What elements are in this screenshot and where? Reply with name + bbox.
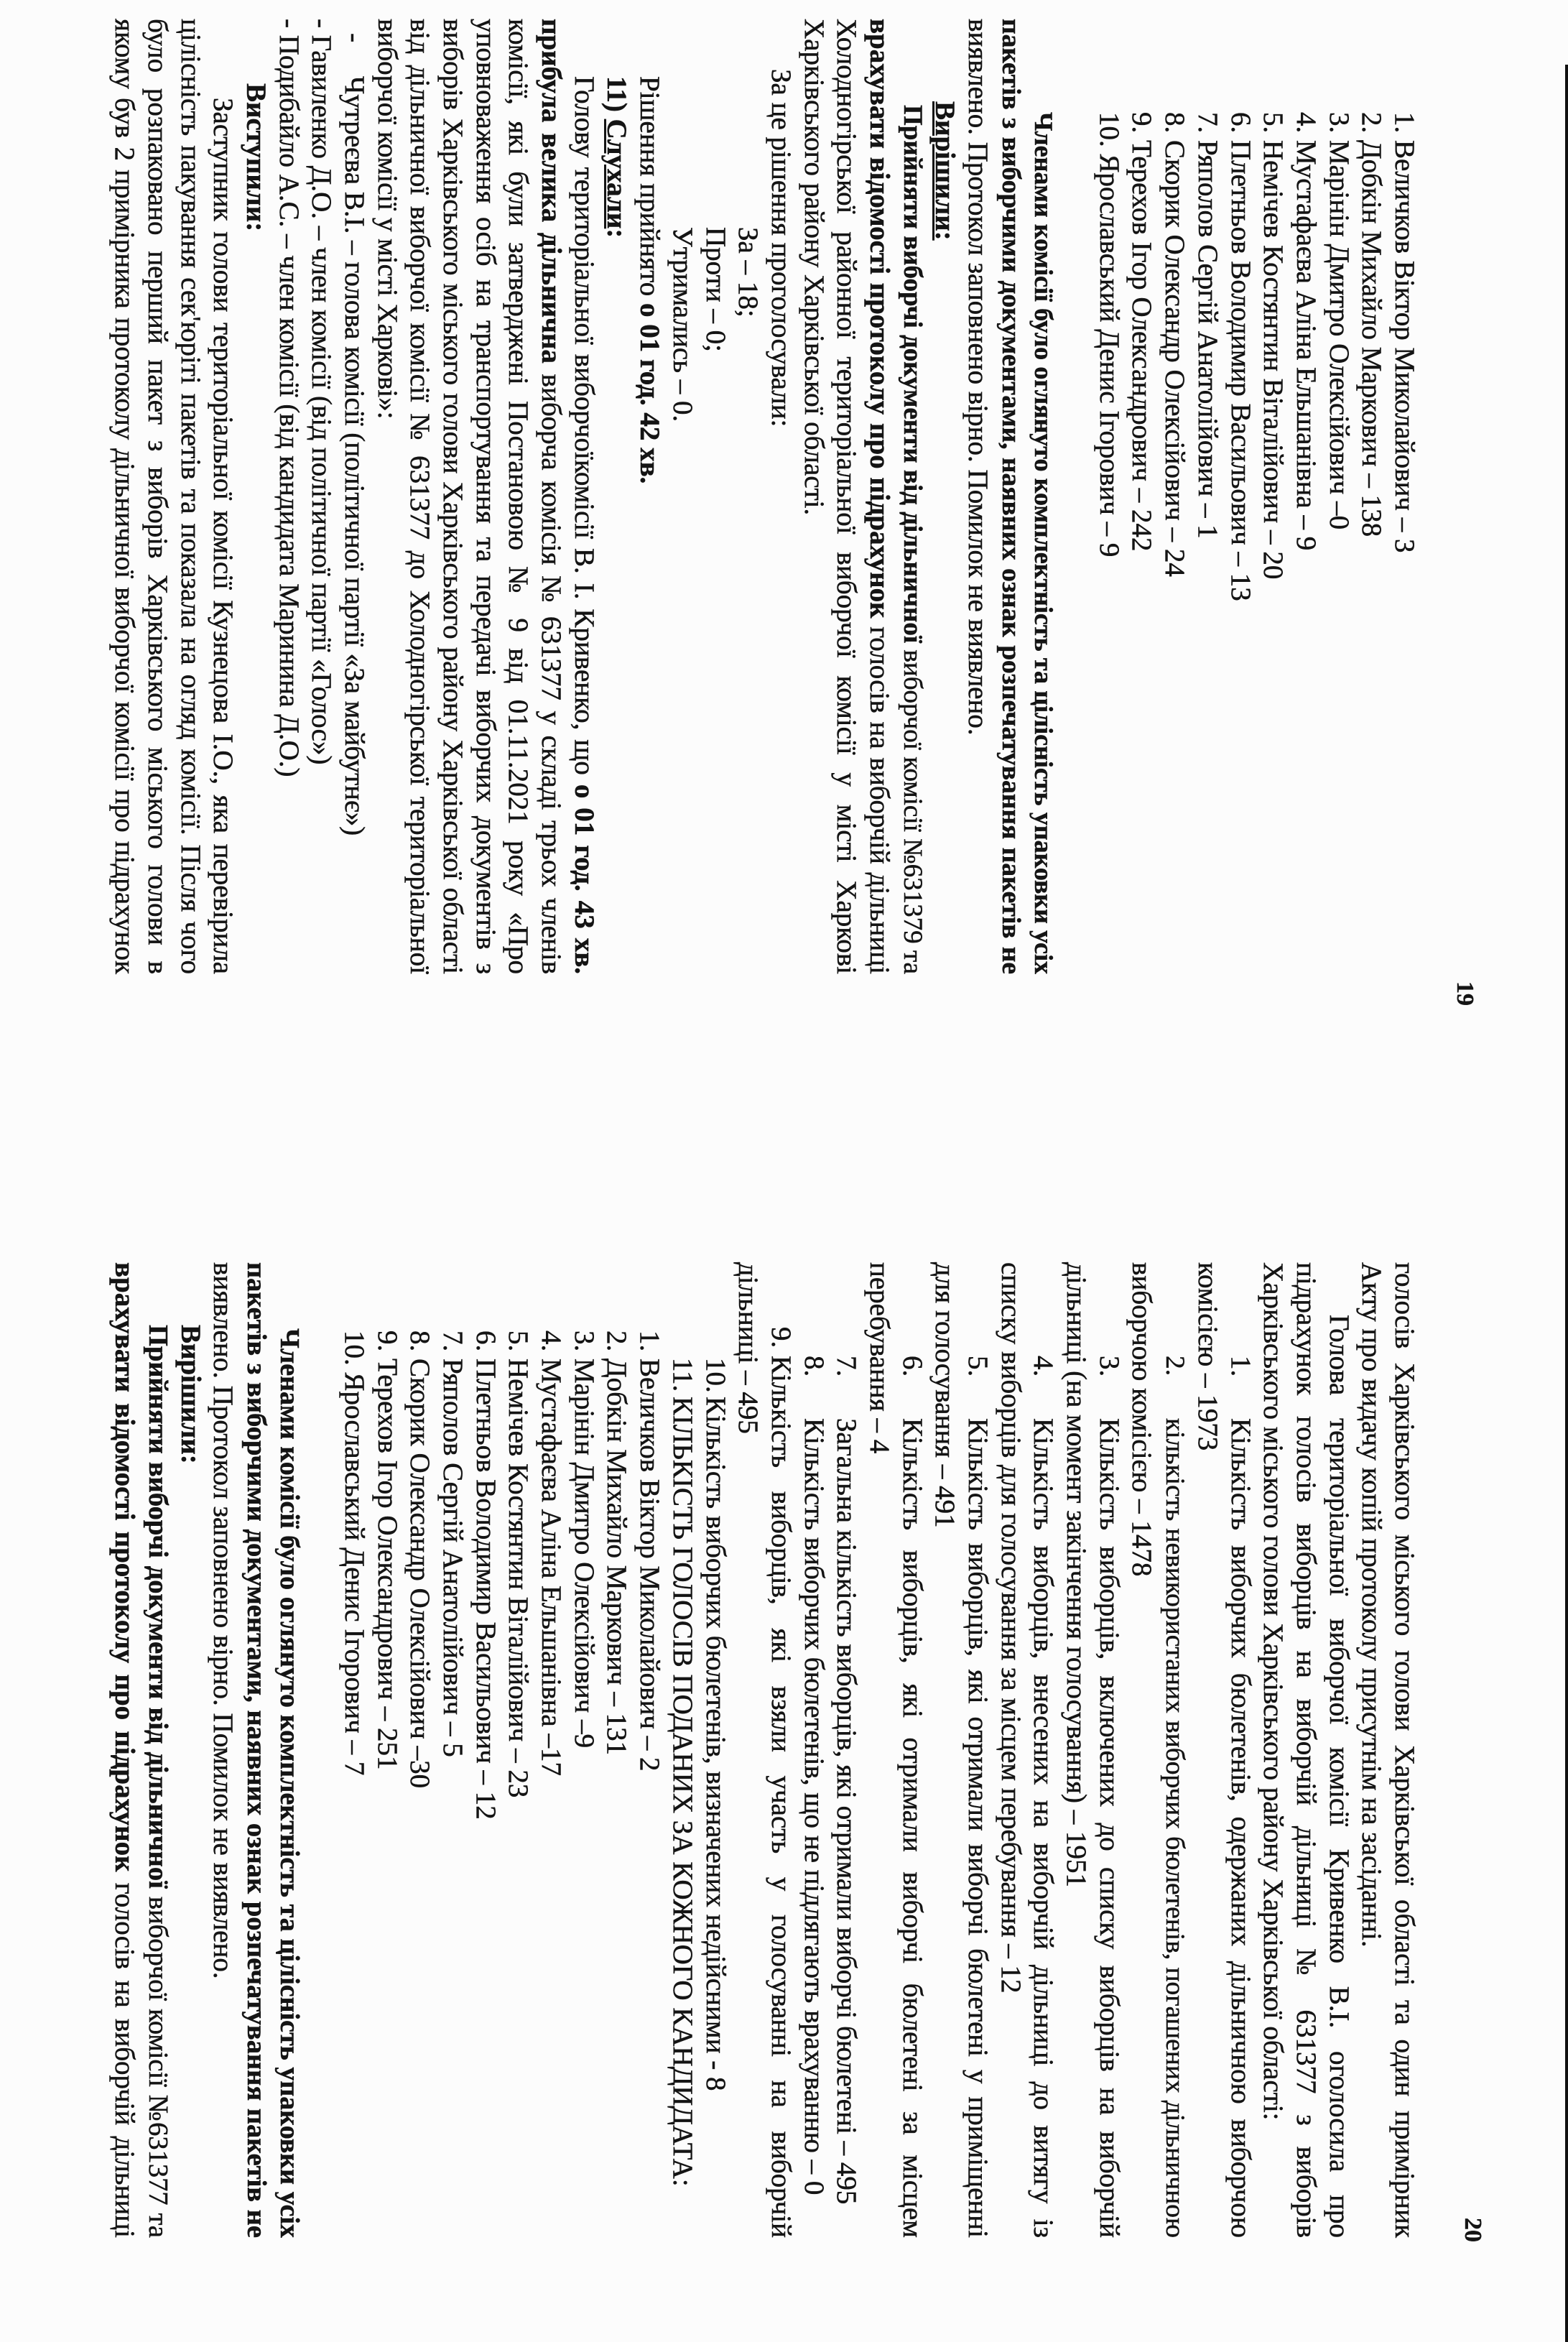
line-text: 7. Ряполов Сергій Анатолійович – 5 (437, 1330, 469, 1757)
text-line (1388, 19, 1421, 974)
text-line (1355, 1262, 1388, 2238)
text-line (634, 1262, 667, 2238)
line-text: Вирішили: (929, 101, 961, 241)
text-line (469, 1262, 502, 2238)
line-text: 2. Добкін Михайло Маркович – 138 (1356, 112, 1388, 537)
line-text: Голову територіальної виборчоїкомісії В. І. Кривенко, що (568, 76, 600, 784)
line-text: 8. Скорик Олександр Олексійович –30 (404, 1330, 436, 1789)
line-text: Акту про видачу копій протоколу присутнім на засіданні. (1356, 1262, 1388, 1948)
line-text: врахувати відомості протоколу про підрахунок (864, 19, 895, 619)
line-text: для голосування – 491 (929, 1262, 961, 1528)
line-text: Членами комісії було оглянуто комплектність та цілісність упаковки усіх (1029, 112, 1059, 974)
item-number: 3. (1093, 1356, 1125, 1377)
line-text: Виступили: (240, 83, 272, 232)
item-number: 11. (667, 1358, 698, 1392)
line-text: уповноваження осіб на транспортування та передачі виборчих документів з (470, 19, 501, 974)
text-line (896, 1262, 929, 2238)
text-line (1388, 1262, 1421, 2238)
line-text: голосів Харківського міського голови Харківської області та один примірник (1389, 1262, 1420, 2238)
item-number: 6. (896, 1356, 928, 1377)
text-line (666, 19, 699, 974)
line-text: Загальна кількість виборців, які отримали виборчі бюлетені – 495 (831, 1418, 863, 2205)
line-text: : (601, 228, 633, 239)
page-20 (108, 1262, 1421, 2238)
line-text: Кількість виборчих бюлетенів, визначених недійсними - 8 (700, 1397, 731, 2091)
line-text: було розпаковано перший пакет з виборів Харківського міського голови в (142, 19, 173, 974)
line-text: Прийняти виборчі документи від дільничної (897, 105, 927, 644)
text-line (272, 19, 305, 974)
text-line (141, 1262, 174, 2238)
line-text: цілісність пакування сек'юріті пакетів та показала на огляд комісії. Після чого (175, 19, 206, 974)
line-text: комісії, які були затверджені Постановою № 9 від 01.11.2021 року «Про (503, 19, 534, 974)
line-text: 6. Плетньов Володимир Васильович – 12 (470, 1330, 501, 1820)
text-line (830, 19, 863, 974)
text-line (207, 19, 240, 974)
item-number: 7. (831, 1356, 863, 1377)
line-text: Чутреєва В.І. – голова комісії (політичної партії «За майбутнє») (339, 76, 370, 836)
text-line (1126, 19, 1159, 974)
text-line (371, 1262, 404, 2238)
line-text: 10. Ярославський Денис Ігорович – 9 (1093, 112, 1125, 557)
line-text: пакетів з виборчими документами, наявних ознак розпечатування пакетів не (241, 1262, 272, 2238)
line-text: 9. Терехов Ігор Олександрович – 242 (1126, 112, 1158, 552)
line-text: 1. Величков Віктор Миколайович – 2 (634, 1330, 666, 1772)
text-line (338, 19, 371, 974)
text-line (567, 19, 600, 974)
text-line (1159, 1262, 1192, 2238)
text-line (1289, 1262, 1322, 2238)
line-text: пакетів з виборчими документами, наявних ознак розпечатування пакетів не (996, 19, 1026, 974)
line-text: Кількість виборців, які отримали виборчі бюлетені за місцем (896, 1418, 928, 2238)
line-text: виборів Харківського міського голови Харківського району Харківської області (437, 19, 469, 974)
line-text: дільниці – 495 (733, 1262, 764, 1434)
text-line (1159, 19, 1192, 974)
item-number: 10. (700, 1358, 731, 1393)
line-text: Слухали (601, 119, 633, 229)
text-line (797, 1262, 830, 2238)
line-text: 4. Мустафаєва Аліна Ельшанівна –17 (536, 1330, 567, 1776)
item-number: 4. (1028, 1356, 1059, 1377)
line-text: виборчої комісії №631379 та (897, 643, 927, 974)
line-text: 4. Мустафаєва Аліна Ельшанівна – 9 (1290, 112, 1322, 551)
text-line (732, 19, 765, 974)
scan-edge-border (1565, 65, 1568, 2342)
text-line (1093, 19, 1126, 974)
text-line (994, 19, 1027, 974)
text-line (961, 19, 994, 974)
text-line (929, 1262, 962, 2238)
text-line (436, 1262, 469, 2238)
line-text: 1. Величков Віктор Миколайович – 3 (1389, 112, 1420, 553)
text-line (929, 19, 962, 974)
text-line (1027, 1262, 1060, 2238)
text-line (732, 1262, 765, 2238)
line-text: 2. Добкін Михайло Маркович – 131 (601, 1330, 633, 1756)
text-line (305, 19, 338, 974)
line-text: Харківського міського голови Харківського району Харківської області: (1258, 1262, 1289, 2121)
text-line (174, 1262, 207, 2238)
page-number: 19 (1452, 981, 1478, 1006)
text-line (863, 19, 896, 974)
line-text: виявлено. Протокол заповнено вірно. Помилок не виявлено. (962, 19, 994, 736)
text-line (1257, 19, 1290, 974)
line-text: Рішення прийнято (634, 76, 666, 303)
text-line (502, 1262, 535, 2238)
line-text: врахувати відомості протоколу про підрахунок (109, 1262, 141, 1872)
line-text: якому був 2 примірника протоколу дільничної виборчої комісії про підрахунок (109, 19, 141, 974)
text-line (600, 1262, 634, 2238)
text-line (1224, 19, 1257, 974)
text-line (600, 19, 634, 974)
line-text: КІЛЬКІСТЬ ГОЛОСІВ ПОДАНИХ ЗА КОЖНОГО КАНДИДАТА: (667, 1397, 698, 2187)
text-line (797, 19, 830, 974)
text-line (141, 19, 174, 974)
text-line (567, 1262, 600, 2238)
text-line (961, 1262, 994, 2238)
text-line (666, 1262, 699, 2238)
line-text: Кількість виборців, внесених на виборчій дільниці до витягу із (1028, 1418, 1059, 2238)
text-line (1027, 19, 1060, 974)
line-text: 7. Ряполов Сергій Анатолійович – 1 (1192, 112, 1223, 539)
line-text: Членами комісії було оглянуто комплектність та цілісність упаковки усіх (274, 1328, 305, 2238)
text-line (404, 1262, 437, 2238)
line-text: 3. Марінін Дмитро Олексійович –0 (1323, 112, 1355, 530)
text-line (699, 1262, 732, 2238)
text-line (469, 19, 502, 974)
text-line (1191, 1262, 1224, 2238)
item-number: 5. (962, 1356, 994, 1377)
text-line (764, 19, 797, 974)
line-text: голосів на виборчій дільниці (109, 1871, 141, 2238)
line-text: Кількість виборців, які взяли участь у голосуванні на виборчій (765, 1356, 797, 2238)
line-text: 10. Ярославський Денис Ігорович – 7 (339, 1330, 370, 1776)
line-text: Кількість виборчих бюлетенів, що не підлягають врахуванню – 0 (798, 1418, 830, 2195)
line-text: перебування – 4 (864, 1262, 895, 1454)
line-text: Заступник голови територіальної комісії Кузнецова І.О., яка перевірила (208, 98, 239, 974)
item-number: 1. (1225, 1356, 1256, 1377)
line-text: виборчої комісії №631377 та (142, 1888, 173, 2238)
text-line (863, 1262, 896, 2238)
line-text: За – 18; (733, 227, 764, 318)
line-text: - Подибайло А.С. – член комісії (від кандидата Маринина Д.О.) (273, 19, 305, 777)
line-text: списку виборців для голосування за місцем перебування – 12 (995, 1262, 1026, 1994)
text-line (1224, 1262, 1257, 2238)
line-text: виборчою комісією – 1478 (1126, 1262, 1158, 1577)
line-text: 5. Немічев Костянтин Віталійович – 23 (503, 1330, 534, 1798)
text-line (534, 1262, 567, 2238)
text-line (239, 1262, 272, 2238)
line-text: 6. Плетньов Володимир Васильович – 13 (1225, 112, 1256, 601)
text-line (207, 1262, 240, 2238)
text-line (1059, 1262, 1093, 2238)
text-line (1126, 1262, 1159, 2238)
text-line (896, 19, 929, 974)
item-number: - (339, 33, 370, 42)
line-text: голосів на виборчій дільниці (864, 618, 895, 974)
line-text: о 01 год. 43 хв. (568, 784, 600, 975)
line-text: виявлено. Протокол заповнено вірно. Помилок не виявлено. (208, 1262, 239, 1979)
text-line (1355, 19, 1388, 974)
text-line (108, 19, 142, 974)
text-line (305, 1262, 338, 2238)
text-line (994, 1262, 1027, 2238)
line-text: Кількість виборців, включених до списку виборців на виборчій (1093, 1418, 1125, 2238)
text-line (436, 19, 469, 974)
line-text: прибула велика дільнична (536, 19, 567, 364)
line-text: Проти – 0; (700, 227, 731, 352)
item-number: 2. (1160, 1356, 1190, 1376)
text-line (239, 19, 272, 974)
line-text: Кількість виборчих бюлетенів, одержаних дільничною виборчою (1225, 1418, 1256, 2238)
line-text: кількість невикористаних виборчих бюлетенів, погашених дільничною (1160, 1418, 1190, 2238)
item-number: 8. (798, 1356, 830, 1377)
line-text: Голова територіальної виборчої комісії Кривенко В.І. оголосила про (1323, 1315, 1355, 2238)
item-number: 9. (765, 1327, 797, 1348)
line-text: підрахунок голосів виборців на виборчій дільниці № 631377 з виборів (1290, 1262, 1322, 2238)
text-line (371, 19, 404, 974)
text-line (1322, 1262, 1355, 2238)
text-line (1191, 19, 1224, 974)
line-text: 3. Марінін Дмитро Олексійович –9 (568, 1330, 600, 1749)
line-text: від дільничної виборчої комісії № 631377 до Холодногірської територіальної (404, 19, 436, 974)
line-text: Вирішили: (175, 1325, 206, 1464)
line-text: 5. Немічев Костянтин Віталійович – 20 (1258, 112, 1289, 580)
line-text: виборчої комісії у місті Харкові»: (371, 19, 403, 420)
text-line (1322, 19, 1355, 974)
line-text: Харківського району Харківської області. (798, 19, 830, 516)
line-text: Утримались – 0. (667, 227, 698, 422)
text-line (634, 19, 667, 974)
text-line (1059, 19, 1093, 974)
line-text: 11) (601, 76, 633, 119)
line-text: виборча комісія № 631377 у складі трьох членів (536, 363, 567, 974)
line-text: Кількість виборців, які отримали виборчі бюлетені у приміщенні (962, 1418, 994, 2238)
text-line (502, 19, 535, 974)
line-text: 8. Скорик Олександр Олексійович – 24 (1159, 112, 1191, 577)
line-text: Прийняти виборчі документи від дільничної (142, 1325, 173, 1889)
line-text: комісією – 1973 (1192, 1262, 1223, 1451)
text-line (338, 1262, 371, 2238)
line-text: Холодногірської районної територіальної виборчої комісії у місті Харкові (831, 19, 863, 974)
text-line (272, 1262, 305, 2238)
text-line (764, 1262, 797, 2238)
text-line (534, 19, 567, 974)
line-text: - Гавиленко Д.О. – член комісії (від політичної партії «Голос») (306, 19, 338, 765)
page-19 (108, 19, 1421, 974)
line-text: За це рішення проголосували: (765, 69, 797, 427)
text-line (1093, 1262, 1126, 2238)
line-text: 9. Терехов Ігор Олександрович – 251 (371, 1330, 403, 1770)
text-line (108, 1262, 142, 2238)
text-line (1257, 1262, 1290, 2238)
line-text: дільниці (на момент закінчення голосування) – 1951 (1061, 1262, 1093, 1887)
page-number: 20 (1460, 2218, 1486, 2242)
text-line (404, 19, 437, 974)
text-line (1289, 19, 1322, 974)
text-line (830, 1262, 863, 2238)
text-line (174, 19, 207, 974)
text-line (699, 19, 732, 974)
line-text: о 01 год. 42 хв. (634, 303, 666, 484)
